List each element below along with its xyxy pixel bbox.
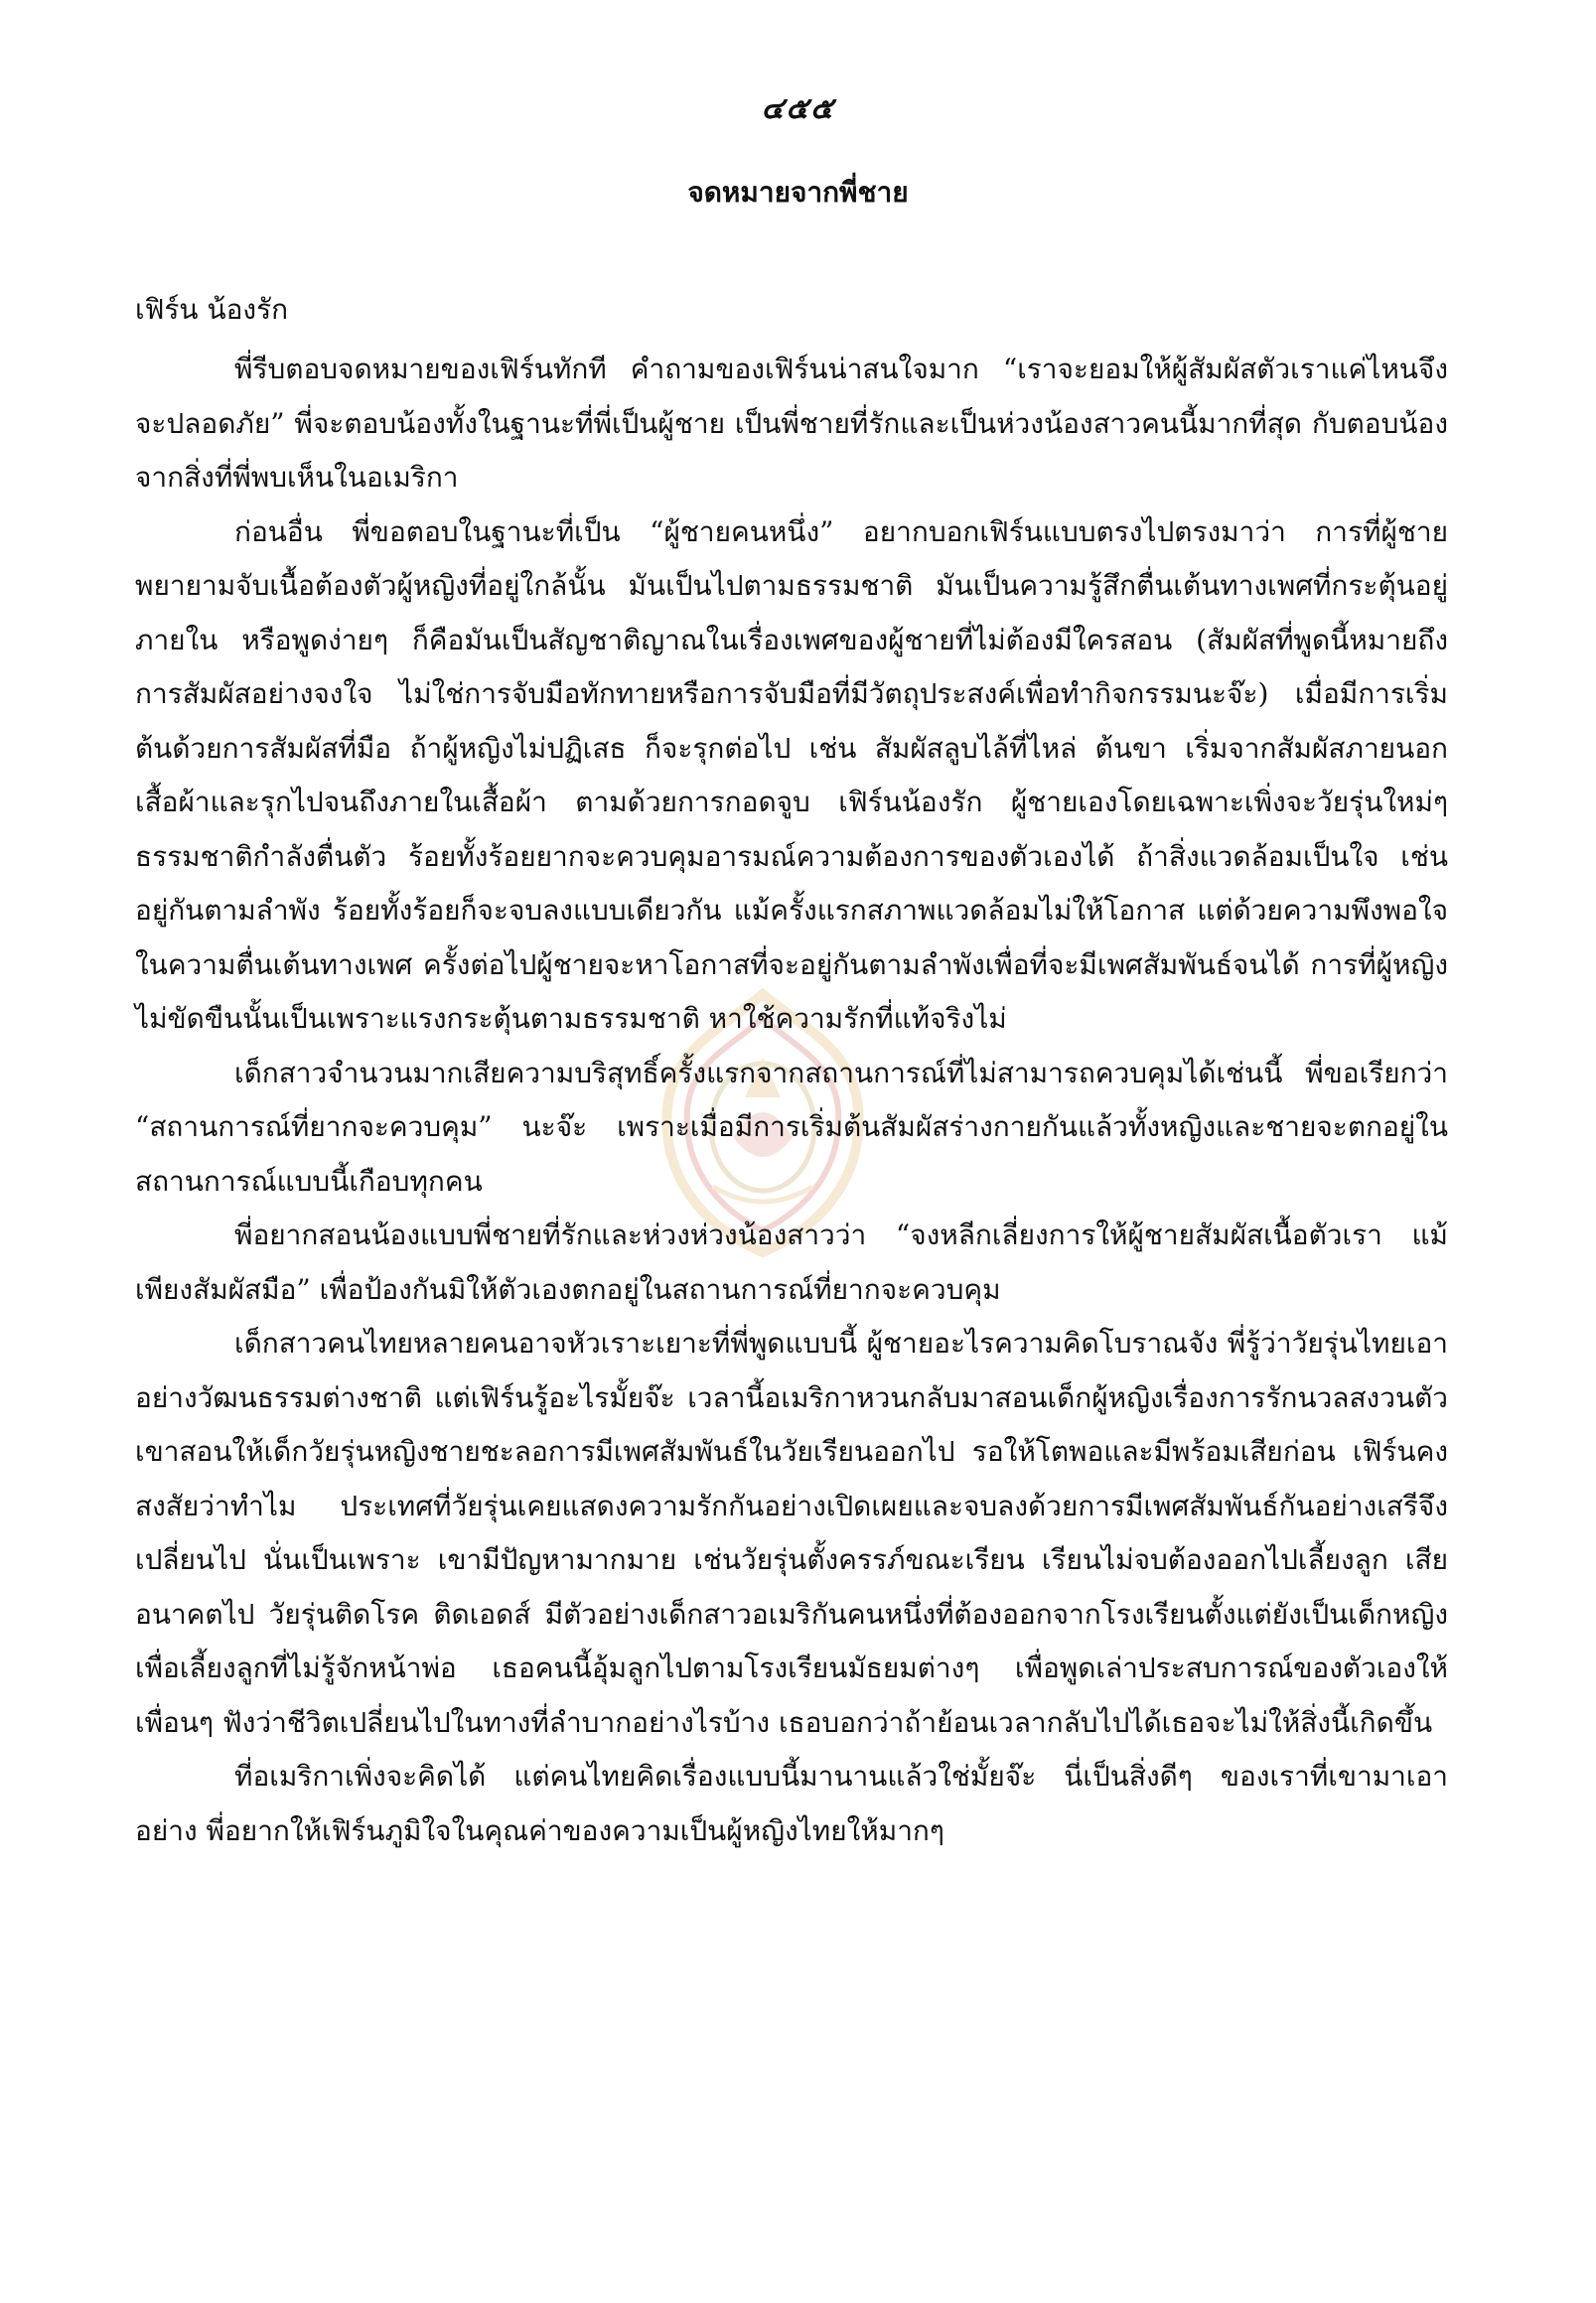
paragraph: ที่อเมริกาเพิ่งจะคิดได้ แต่คนไทยคิดเรื่องแบบนี้มานานแล้วใช่มั้ยจ๊ะ นี่เป็นสิ่งดีๆ ของเราที่เขามาเอาอย่าง พี่อยากให้เฟิร์นภูมิใจในคุณค่าของความเป็นผู้หญิงไทยให้มากๆ [135,1760,1448,1847]
page-title: จดหมายจากพี่ชาย [687,176,909,209]
salutation: เฟิร์น น้องรัก [135,293,289,326]
paragraph: พี่อยากสอนน้องแบบพี่ชายที่รักและห่วงห่วงน้องสาวว่า “จงหลีกเลี่ยงการให้ผู้ชายสัมผัสเนื้อตัวเรา แม้เพียงสัมผัสมือ” เพื่อป้องกันมิให้ตัวเองตกอยู่ในสถานการณ์ที่ยากจะควบคุม [135,1219,1448,1306]
paragraph: เด็กสาวจำนวนมากเสียความบริสุทธิ์ครั้งแรกจากสถานการณ์ที่ไม่สามารถควบคุมได้เช่นนี้ พี่ขอเรียกว่า “สถานการณ์ที่ยากจะควบคุม” นะจ๊ะ เพราะเมื่อมีการเริ่มต้นสัมผัสร่างกายกันแล้วทั้งหญิงและชายจะตกอยู่ในสถานการณ์แบบนี้เกือบทุกคน [135,1056,1448,1198]
paragraph: ก่อนอื่น พี่ขอตอบในฐานะที่เป็น “ผู้ชายคนหนึ่ง” อยากบอกเฟิร์นแบบตรงไปตรงมาว่า การที่ผู้ชายพยายามจับเนื้อต้องตัวผู้หญิงที่อยู่ใกล้นั้น มันเป็นไปตามธรรมชาติ มันเป็นความรู้สึกตื่นเต้นทางเพศที่กระตุ้นอยู่ภายใน หรือพูดง่ายๆ ก็คือมันเป็นสัญชาติญาณในเรื่องเพศของผู้ชายที่ไม่ต้องมีใครสอน (สัมผัสที่พูดนี้หมายถึงการสัมผัสอย่างจงใจ ไม่ใช่การจับมือทักทายหรือการจับมือที่มีวัตถุประสงค์เพื่อทำกิจกรรมนะจ๊ะ) เมื่อมีการเริ่มต้นด้วยการสัมผัสที่มือ ถ้าผู้หญิงไม่ปฏิเสธ ก็จะรุกต่อไป เช่น สัมผัสลูบไล้ที่ไหล่ ต้นขา เริ่มจากสัมผัสภายนอกเสื้อผ้าและรุกไปจนถึงภายในเสื้อผ้า ตามด้วยการกอดจูบ เฟิร์นน้องรัก ผู้ชายเองโดยเฉพาะเพิ่งจะวัยรุ่นใหม่ๆ ธรรมชาติกำลังตื่นตัว ร้อยทั้งร้อยยากจะควบคุมอารมณ์ความต้องการของตัวเองได้ ถ้าสิ่งแวดล้อมเป็นใจ เช่น อยู่กันตามลำพัง ร้อยทั้งร้อยก็จะจบลงแบบเดียวกัน แม้ครั้งแรกสภาพแวดล้อมไม่ให้โอกาส แต่ด้วยความพึงพอใจในความตื่นเต้นทางเพศ ครั้งต่อไปผู้ชายจะหาโอกาสที่จะอยู่กันตามลำพังเพื่อที่จะมีเพศสัมพันธ์จนได้ การที่ผู้หญิงไม่ขัดขืนนั้นเป็นเพราะแรงกระตุ้นตามธรรมชาติ หาใช้ความรักที่แท้จริงไม่ [135,514,1448,1035]
paragraph: พี่รีบตอบจดหมายของเฟิร์นทักที คำถามของเฟิร์นน่าสนใจมาก “เราจะยอมให้ผู้สัมผัสตัวเราแค่ไหนจึงจะปลอดภัย” พี่จะตอบน้องทั้งในฐานะที่พี่เป็นผู้ชาย เป็นพี่ชายที่รักและเป็นห่วงน้องสาวคนนี้มากที่สุด กับตอบน้องจากสิ่งที่พี่พบเห็นในอเมริกา [135,353,1448,494]
page-number: ๔๕๕ [761,91,835,126]
letter-body [135,343,1448,1858]
paragraph: เด็กสาวคนไทยหลายคนอาจหัวเราะเยาะที่พี่พูดแบบนี้ ผู้ชายอะไรความคิดโบราณจัง พี่รู้ว่าวัยรุ่นไทยเอาอย่างวัฒนธรรมต่างชาติ แต่เฟิร์นรู้อะไรมั้ยจ๊ะ เวลานี้อเมริกาหวนกลับมาสอนเด็กผู้หญิงเรื่องการรักนวลสงวนตัว เขาสอนให้เด็กวัยรุ่นหญิงชายชะลอการมีเพศสัมพันธ์ในวัยเรียนออกไป รอให้โตพอและมีพร้อมเสียก่อน เฟิร์นคงสงสัยว่าทำไม ประเทศที่วัยรุ่นเคยแสดงความรักกันอย่างเปิดเผยและจบลงด้วยการมีเพศสัมพันธ์กันอย่างเสรีจึงเปลี่ยนไป นั่นเป็นเพราะ เขามีปัญหามากมาย เช่นวัยรุ่นตั้งครรภ์ขณะเรียน เรียนไม่จบต้องออกไปเลี้ยงลูก เสียอนาคตไป วัยรุ่นติดโรค ติดเอดส์ มีตัวอย่างเด็กสาวอเมริกันคนหนึ่งที่ต้องออกจากโรงเรียนตั้งแต่ยังเป็นเด็กหญิงเพื่อเลี้ยงลูกที่ไม่รู้จักหน้าพ่อ เธอคนนี้อุ้มลูกไปตามโรงเรียนมัธยมต่างๆ เพื่อพูดเล่าประสบการณ์ของตัวเองให้เพื่อนๆ ฟังว่าชีวิตเปลี่ยนไปในทางที่ลำบากอย่างไรบ้าง เธอบอกว่าถ้าย้อนเวลากลับไปได้เธอจะไม่ให้สิ่งนี้เกิดขึ้น [135,1327,1448,1739]
